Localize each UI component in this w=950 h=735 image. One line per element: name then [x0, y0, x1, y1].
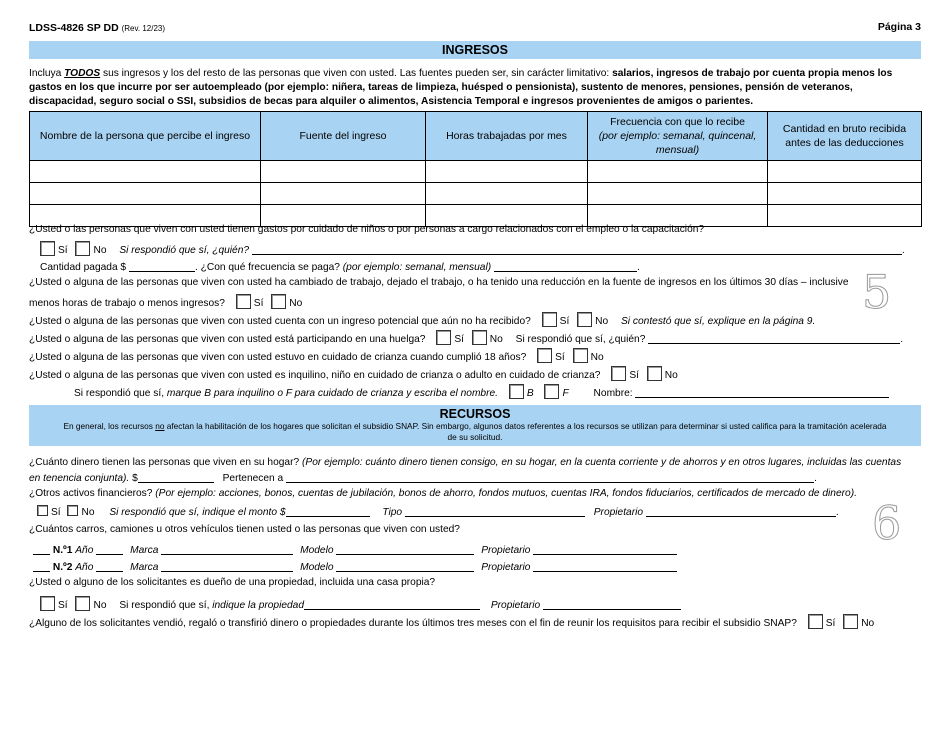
- yes-checkbox[interactable]: [611, 366, 626, 381]
- q-potential-income: ¿Usted o alguna de las personas que viven con usted cuenta con un ingreso potencial que aún no ha recibido? Sí No Si contestó que sí, explique en la página 9.: [29, 312, 815, 327]
- q-foster-18: ¿Usted o alguna de las personas que viven con usted estuvo en cuidado de crianza cuando cumplió 18 años? Sí No: [29, 348, 604, 363]
- table-cell[interactable]: [768, 205, 922, 227]
- table-cell[interactable]: [588, 161, 768, 183]
- table-cell[interactable]: [261, 161, 426, 183]
- no-checkbox[interactable]: [271, 294, 286, 309]
- col-name-header: Nombre de la persona que percibe el ingreso: [30, 112, 261, 161]
- section-mark-5: 5: [862, 265, 892, 319]
- table-cell[interactable]: [588, 183, 768, 205]
- vehicle-year-field[interactable]: [96, 543, 123, 555]
- yes-checkbox[interactable]: [808, 614, 823, 629]
- vehicle-owner-field[interactable]: [533, 543, 677, 555]
- amount-field[interactable]: [129, 260, 195, 272]
- vehicle-year-field[interactable]: [96, 560, 123, 572]
- section-mark-6: 6: [872, 496, 902, 550]
- q-strike: ¿Usted o alguna de las personas que viven con usted está participando en una huelga? Sí No Si respondió que sí, ¿quién? .: [29, 330, 903, 345]
- cash-amount-field[interactable]: [138, 471, 214, 483]
- page-number: Página 3: [877, 21, 921, 33]
- col-gross-header: Cantidad en bruto recibida antes de las deducciones: [768, 112, 922, 161]
- yes-checkbox[interactable]: [40, 241, 55, 256]
- recursos-title: RECURSOS: [29, 405, 921, 421]
- ingresos-intro: Incluya TODOS sus ingresos y los del resto de las personas que viven con usted. Las fuentes pueden ser, sin carácter limitativo: salarios, ingresos de trabajo por cuenta propia menos los gastos en los que incurre por ser autoempleado (por ejemplo: niñera, tareas de limpieza, huésped o pensionista), sustento de menores, pensiones, pensión de veteranos, discapacidad, seguro social o SSI, subsidios de becas para alquiler o alimentos, Asistencia Temporal e ingresos provenientes de amigos o parientes.: [29, 68, 893, 107]
- vehicle-model-field[interactable]: [336, 560, 474, 572]
- q-other-assets: ¿Otros activos financieros? (Por ejemplo: acciones, bonos, cuentas de jubilación, bonos de ahorro, fondos mutuos, cuentas IRA, fondos fiduciarios, certificados de mercado de dinero).: [29, 488, 857, 499]
- q-childcare-answer: Sí No Si respondió que sí, ¿quién? .: [40, 241, 905, 256]
- vehicle-1-row: N.º1 Año Marca Modelo Propietario: [33, 543, 677, 556]
- boarder-b-checkbox[interactable]: [509, 384, 524, 399]
- col-source-header: Fuente del ingreso: [261, 112, 426, 161]
- q-job-change-line2: menos horas de trabajo o menos ingresos? Sí No: [29, 294, 302, 309]
- table-cell[interactable]: [426, 161, 588, 183]
- no-checkbox[interactable]: [75, 241, 90, 256]
- no-checkbox[interactable]: [577, 312, 592, 327]
- yes-checkbox[interactable]: [537, 348, 552, 363]
- q-vehicles: ¿Cuántos carros, camiones u otros vehículos tienen usted o las personas que viven con usted?: [29, 524, 460, 535]
- vehicle-owner-field[interactable]: [533, 560, 677, 572]
- q-boarder-detail: Si respondió que sí, marque B para inquilino o F para cuidado de crianza y escriba el nombre. B F Nombre:: [74, 384, 889, 399]
- no-checkbox[interactable]: [843, 614, 858, 629]
- recursos-header: [29, 405, 921, 446]
- table-cell[interactable]: [30, 161, 261, 183]
- q-transfer: ¿Alguno de los solicitantes vendió, regaló o transfirió dinero o propiedades durante los últimos tres meses con el fin de reunir los requisitos para recibir el subsidio SNAP? Sí No: [29, 614, 874, 629]
- q-property-answer: Sí No Si respondió que sí, indique la propiedad Propietario: [40, 596, 681, 611]
- vehicle-count-field[interactable]: [33, 543, 50, 555]
- foster-f-checkbox[interactable]: [544, 384, 559, 399]
- yes-checkbox[interactable]: [236, 294, 251, 309]
- q-childcare: ¿Usted o las personas que viven con usted tienen gastos por cuidado de niños o por personas a cargo relacionados con el empleo o la capacitación?: [29, 224, 705, 235]
- table-row: [30, 161, 922, 183]
- table-cell[interactable]: [768, 161, 922, 183]
- form-id: LDSS-4826 SP DD (Rev. 12/23): [29, 22, 166, 34]
- q-cash-line2: en tenencia conjunta). $ Pertenecen a .: [29, 473, 817, 484]
- no-checkbox[interactable]: [472, 330, 487, 345]
- cash-owner-field[interactable]: [286, 471, 814, 483]
- vehicle-make-field[interactable]: [161, 560, 293, 572]
- vehicle-model-field[interactable]: [336, 543, 474, 555]
- no-checkbox[interactable]: [75, 596, 90, 611]
- ingresos-title: INGRESOS: [29, 41, 921, 59]
- q-boarder: ¿Usted o alguna de las personas que viven con usted es inquilino, niño en cuidado de crianza o adulto en cuidado de crianza? Sí No: [29, 366, 678, 381]
- asset-amount-field[interactable]: [286, 505, 370, 517]
- table-cell[interactable]: [30, 183, 261, 205]
- no-checkbox[interactable]: [67, 505, 78, 516]
- income-table-header: [30, 112, 922, 161]
- table-row: [30, 183, 922, 205]
- asset-owner-field[interactable]: [646, 505, 836, 517]
- name-field[interactable]: [635, 386, 889, 398]
- who-field[interactable]: [252, 243, 902, 255]
- q-other-assets-answer: Sí No Si respondió que sí, indique el monto $ Tipo Propietario .: [37, 505, 839, 518]
- recursos-subtitle: En general, los recursos no afectan la habilitación de los hogares que solicitan el subsidio SNAP. Sin embargo, algunos datos referentes a los recursos se utilizan para determinar si usted califica para la tramitación acelerada de su solicitud.: [29, 421, 921, 446]
- page-header: [29, 16, 921, 36]
- q-job-change: ¿Usted o alguna de las personas que viven con usted ha cambiado de trabajo, dejado el trabajo, o ha tenido una reducción en la fuente de ingresos en los últimos 30 días – inclusive: [29, 277, 849, 288]
- col-frequency-header: Frecuencia con que lo recibe (por ejemplo: semanal, quincenal, mensual): [588, 112, 768, 161]
- no-checkbox[interactable]: [647, 366, 662, 381]
- income-table: [29, 111, 922, 227]
- form-page: [29, 16, 921, 227]
- table-cell[interactable]: [261, 183, 426, 205]
- property-field[interactable]: [304, 598, 480, 610]
- col-hours-header: Horas trabajadas por mes: [426, 112, 588, 161]
- q-cash: ¿Cuánto dinero tienen las personas que viven en su hogar? (Por ejemplo: cuánto dinero tienen consigo, en su hogar, en la cuenta corriente y de ahorros y en otros lugares, incluidas las cuentas: [29, 457, 902, 468]
- yes-checkbox[interactable]: [40, 596, 55, 611]
- q-childcare-amount: Cantidad pagada $ . ¿Con qué frecuencia se paga? (por ejemplo: semanal, mensual) .: [40, 262, 640, 273]
- yes-checkbox[interactable]: [542, 312, 557, 327]
- vehicle-make-field[interactable]: [161, 543, 293, 555]
- asset-type-field[interactable]: [405, 505, 585, 517]
- form-revision: (Rev. 12/23): [121, 24, 166, 33]
- yes-checkbox[interactable]: [436, 330, 451, 345]
- property-owner-field[interactable]: [543, 598, 681, 610]
- yes-checkbox[interactable]: [37, 505, 48, 516]
- strike-who-field[interactable]: [648, 332, 900, 344]
- q-property: ¿Usted o alguno de los solicitantes es dueño de una propiedad, incluida una casa propia?: [29, 577, 436, 588]
- frequency-field[interactable]: [494, 260, 637, 272]
- no-checkbox[interactable]: [573, 348, 588, 363]
- table-cell[interactable]: [768, 183, 922, 205]
- vehicle-count-field[interactable]: [33, 560, 50, 572]
- table-cell[interactable]: [426, 183, 588, 205]
- vehicle-2-row: N.º2 Año Marca Modelo Propietario: [33, 560, 677, 573]
